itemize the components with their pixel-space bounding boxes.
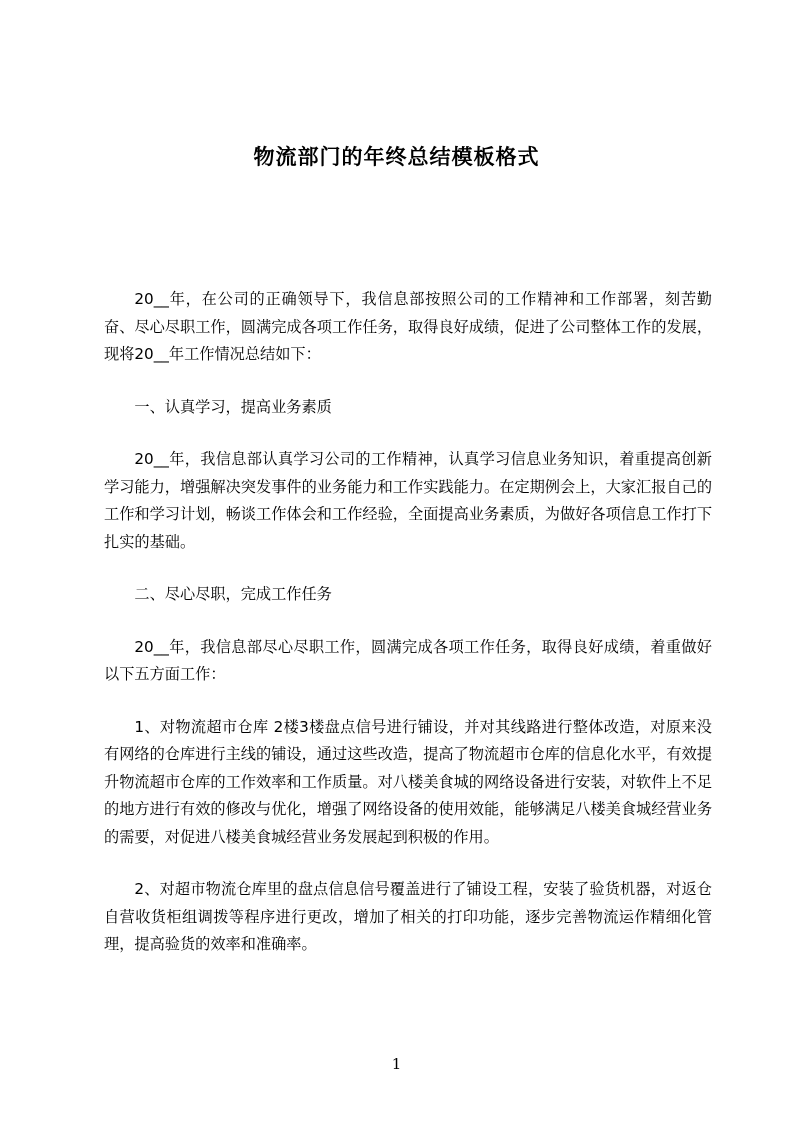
- section-1-paragraph: 20__年，我信息部认真学习公司的工作精神，认真学习信息业务知识，着重提高创新学习能力，增强解决突发事件的业务能力和工作实践能力。在定期例会上，大家汇报自己的工作和学习计划，畅谈工作体会和工作经验，全面提高业务素质，为做好各项信息工作打下扎实的基础。: [104, 450, 712, 551]
- document-body: [104, 286, 712, 984]
- section-2-heading: 二、尽心尽职，完成工作任务: [134, 585, 332, 603]
- section-2-item-2: 2、对超市物流仓库里的盘点信息信号覆盖进行了铺设工程，安装了验货机器，对返仓自营收货柜组调拨等程序进行更改，增加了相关的打印功能，逐步完善物流运作精细化管理，提高验货的效率和准确率。: [104, 880, 712, 953]
- document-title: 物流部门的年终总结模板格式: [253, 145, 540, 169]
- section-2-item-1: 1、对物流超市仓库 2楼3楼盘点信号进行铺设，并对其线路进行整体改造，对原来没有网络的仓库进行主线的铺设，通过这些改造，提高了物流超市仓库的信息化水平，有效提升物流超市仓库的工作效率和工作质量。对八楼美食城的网络设备进行安装，对软件上不足的地方进行有效的修改与优化，增强了网络设备的使用效能，能够满足八楼美食城经营业务的需要，对促进八楼美食城经营业务发展起到积极的作用。: [104, 717, 712, 846]
- section-2-paragraph: 20__年，我信息部尽心尽职工作，圆满完成各项工作任务，取得良好成绩，着重做好以下五方面工作：: [104, 637, 712, 683]
- page-number: 1: [391, 1055, 402, 1073]
- intro-paragraph: 20__年，在公司的正确领导下，我信息部按照公司的工作精神和工作部署，刻苦勤奋、尽心尽职工作，圆满完成各项工作任务，取得良好成绩，促进了公司整体工作的发展，现将20__年工作情况总结如下：: [104, 290, 712, 363]
- section-1-heading: 一、认真学习，提高业务素质: [134, 397, 332, 416]
